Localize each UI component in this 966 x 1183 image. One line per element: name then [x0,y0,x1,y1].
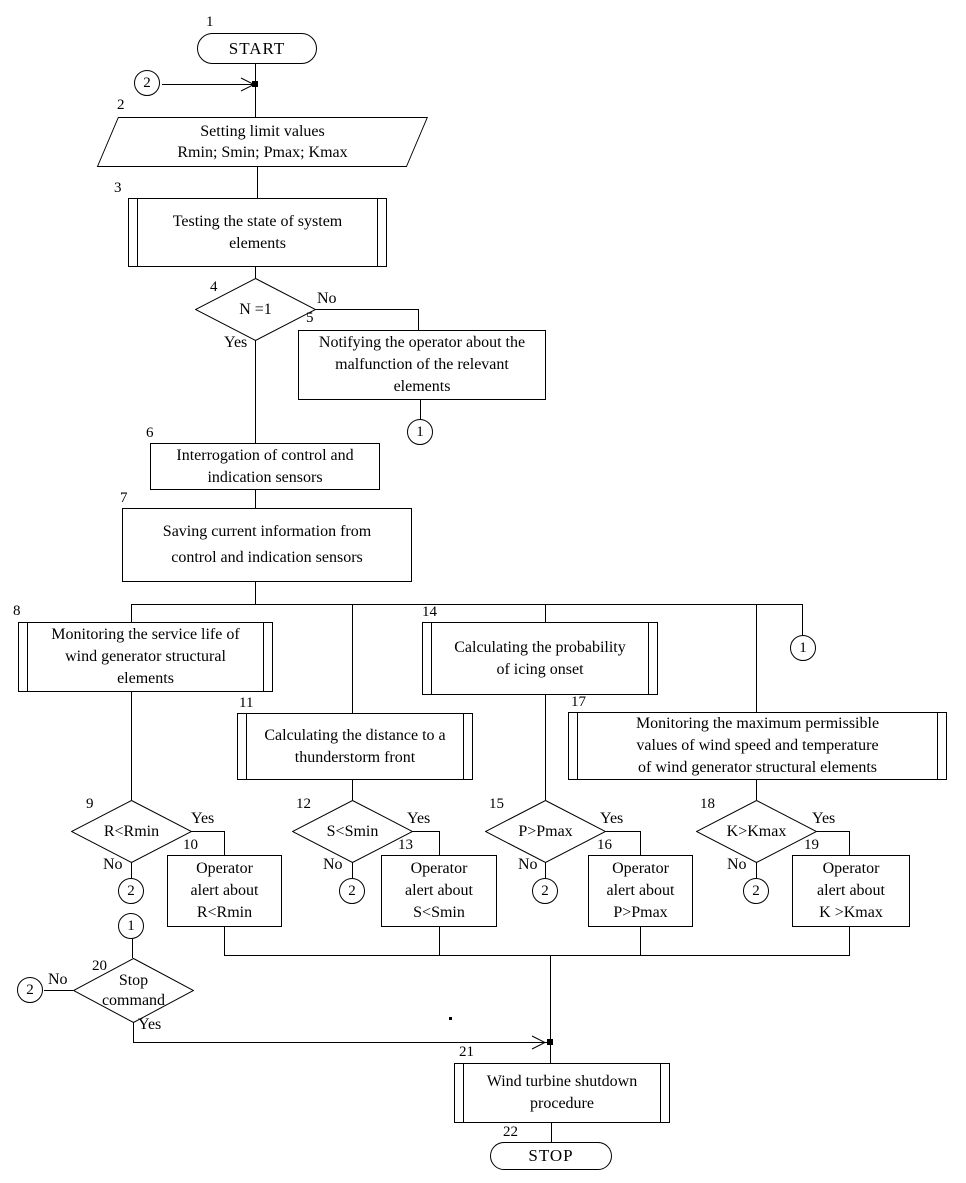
process-21-shutdown [454,1063,670,1123]
flow-line [640,831,641,855]
flow-line [131,862,132,878]
node-id-10: 10 [183,837,198,853]
decision-18-text: K>Kmax [726,822,787,840]
process-text-line: thunderstorm front [294,748,416,766]
double-bar [660,1064,661,1122]
process-text-line: elements [229,234,286,252]
process-19-alert-k [792,855,910,927]
flow-line [352,604,353,713]
double-bar [431,623,432,694]
decision-12-text: S<Smin [326,822,379,840]
flow-line [756,604,757,712]
no-label: No [103,856,123,873]
double-bar [246,714,247,779]
flow-line [255,582,256,604]
process-11-distance [237,713,473,780]
process-text-line: Testing the state of system [172,212,343,230]
flow-line [605,831,640,832]
node-id-19: 19 [804,837,819,853]
yes-label: Yes [224,334,248,351]
flow-line [439,927,440,955]
process-7-saving [122,508,412,582]
yes-label: Yes [812,810,836,827]
stop-terminator [490,1142,612,1170]
flow-line [756,780,757,800]
yes-label: Yes [600,810,624,827]
node-id-21: 21 [459,1044,474,1060]
process-text-line: Calculating the probability [454,638,626,656]
process-text-line: R<Rmin [196,904,253,921]
connector-2: 2 [17,977,43,1003]
io-text-line: Setting limit values [200,123,325,140]
flow-line [132,939,133,958]
process-text-line: alert about [405,882,473,899]
process-text-line: Wind turbine shutdown [486,1073,638,1090]
connector-2: 2 [118,878,144,904]
node-id-7: 7 [120,490,128,506]
flow-line [131,604,803,605]
process-13-alert-s [381,855,497,927]
node-id-18: 18 [700,796,715,812]
yes-label: Yes [191,810,215,827]
process-text-line: Interrogation of control and [176,446,354,464]
flow-line [257,167,258,198]
node-id-5: 5 [306,310,314,326]
flow-line [315,309,418,310]
node-id-16: 16 [597,837,612,853]
decision-9-text: R<Rmin [103,822,160,840]
process-8-service-life [18,622,273,692]
flow-line [133,1022,134,1042]
flow-line [191,831,224,832]
connector-2: 2 [532,878,558,904]
node-id-12: 12 [296,796,311,812]
process-text-line: Operator [410,860,468,877]
node-id-15: 15 [489,796,504,812]
decision-text-line: Stop [118,971,149,989]
double-bar [263,623,264,691]
double-bar [648,623,649,694]
flow-line [550,955,551,1063]
process-text-line: procedure [530,1095,594,1112]
flow-line [420,400,421,419]
decision-text-line: command [101,991,166,1009]
double-bar [577,713,578,779]
flow-line [545,604,546,622]
no-label: No [317,290,337,307]
connector-2: 2 [339,878,365,904]
process-text-line: S<Smin [413,904,465,921]
process-14-icing [422,622,658,695]
connector-2: 2 [134,70,160,96]
flow-line [255,267,256,278]
process-text-line: of icing onset [496,660,584,678]
junction-dot [547,1039,553,1045]
process-text-line: Monitoring the maximum permissible [635,715,880,732]
yes-label: Yes [138,1016,162,1033]
node-id-20: 20 [92,958,107,974]
process-6-interrogation [150,443,380,490]
flow-line [131,604,132,622]
stray-dot [449,1017,452,1020]
process-text-line: alert about [817,882,885,899]
no-label: No [48,971,68,988]
process-text-line: Operator [196,860,253,877]
no-label: No [727,856,747,873]
double-bar [377,199,378,266]
process-5-notify [298,330,546,400]
double-bar [463,714,464,779]
decision-4-text: N =1 [239,300,272,318]
process-text-line: elements [117,670,174,687]
flow-line [756,862,757,878]
flow-line [439,831,440,855]
double-bar [137,199,138,266]
flow-line [44,990,73,991]
node-id-11: 11 [239,695,254,711]
process-text-line: elements [393,378,451,395]
flow-line [412,831,439,832]
flow-line [418,309,419,330]
process-text-line: Operator [612,860,669,877]
flow-line [131,692,132,800]
process-10-alert-r [167,855,282,927]
node-id-13: 13 [398,837,413,853]
process-text-line: of wind generator structural elements [637,759,878,776]
flow-line [551,1123,552,1142]
connector-1: 1 [407,419,433,445]
process-text-line: values of wind speed and temperature [636,737,879,754]
process-16-alert-p [588,855,693,927]
node-id-14: 14 [422,604,437,620]
flow-line [255,64,256,117]
decision-15-text: P>Pmax [518,822,573,840]
process-text-line: wind generator structural [65,648,226,665]
node-id-3: 3 [114,180,122,196]
process-text-line: Calculating the distance to a [264,726,446,744]
flow-line [816,831,849,832]
process-text-line: alert about [606,882,675,899]
process-text-line: Operator [822,860,880,877]
flow-line [352,780,353,800]
flow-line [849,831,850,855]
process-text-line: malfunction of the relevant [335,356,509,373]
flow-line [849,927,850,955]
arrowhead-icon [531,1035,546,1050]
flow-line [352,862,353,878]
connector-1: 1 [118,913,144,939]
flow-line [640,927,641,955]
process-17-max-values [568,712,947,780]
connector-1: 1 [790,635,816,661]
process-text-line: alert about [190,882,259,899]
process-text-line: P>Pmax [613,904,668,921]
process-text-line: control and indication sensors [171,549,363,566]
io-parallelogram-2 [97,117,428,167]
no-label: No [518,856,538,873]
connector-2: 2 [743,878,769,904]
process-text-line: indication sensors [207,468,323,486]
flow-line [224,831,225,855]
no-label: No [323,856,343,873]
node-id-17: 17 [571,694,586,710]
io-text-line: Rmin; Smin; Pmax; Kmax [177,144,348,161]
double-bar [463,1064,464,1122]
node-id-8: 8 [13,603,21,619]
node-id-6: 6 [146,425,154,441]
start-terminator [197,33,317,64]
process-text-line: Notifying the operator about the [318,334,526,351]
flow-line [255,490,256,508]
flow-line [133,1042,547,1043]
flow-line [545,862,546,878]
double-bar [937,713,938,779]
flow-line [255,340,256,443]
yes-label: Yes [407,810,431,827]
flow-line [545,695,546,800]
node-id-2: 2 [117,97,125,113]
stop-label: STOP [528,1146,574,1165]
node-id-1: 1 [206,14,214,30]
process-text-line: Monitoring the service life of [51,626,240,643]
flow-line [224,927,225,955]
process-3-testing [128,198,387,267]
junction-dot [252,81,258,87]
start-label: START [228,38,286,58]
process-text-line: Saving current information from [162,523,372,540]
node-id-4: 4 [210,279,218,295]
flow-line [802,604,803,635]
node-id-22: 22 [503,1124,518,1140]
process-text-line: K >Kmax [819,904,883,921]
flow-line [224,955,850,956]
double-bar [27,623,28,691]
node-id-9: 9 [86,796,94,812]
